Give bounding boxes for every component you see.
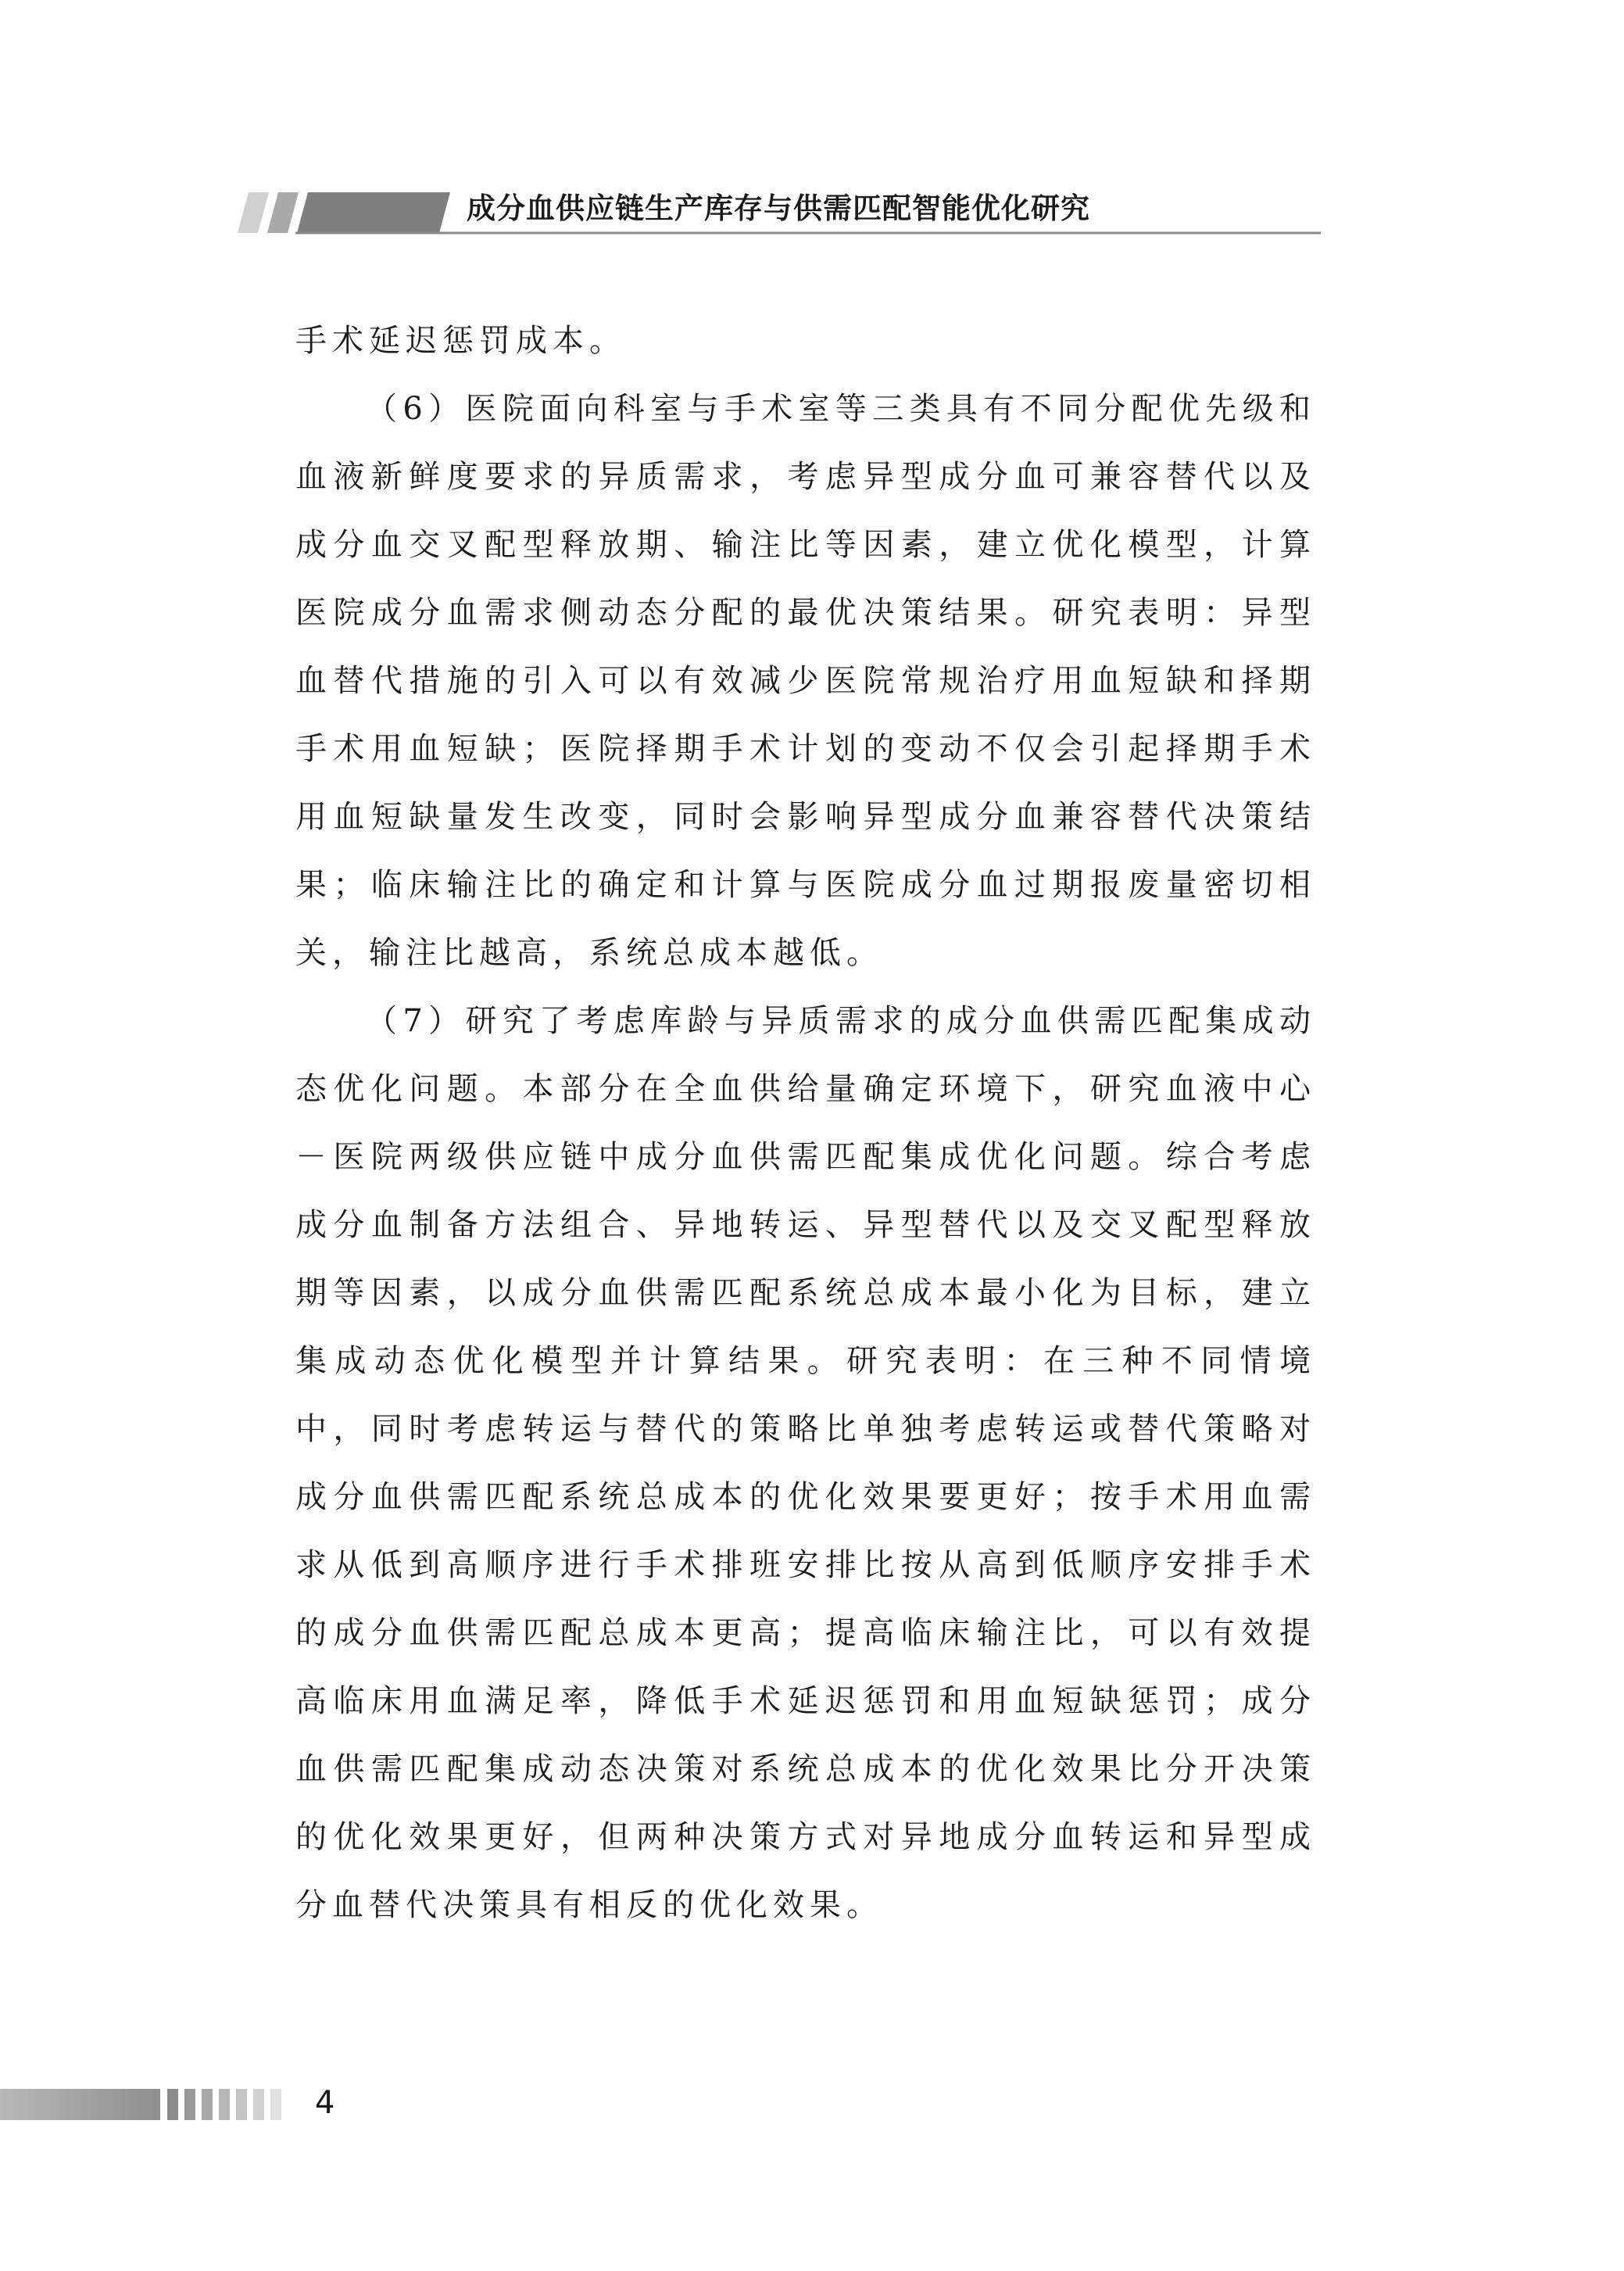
header-stripe-1 xyxy=(238,192,269,233)
folio-block xyxy=(270,2089,281,2120)
folio-block xyxy=(184,2089,195,2120)
folio-block xyxy=(236,2089,247,2120)
folio-block xyxy=(253,2089,264,2120)
paragraph-item-7: （7）研究了考虑库龄与异质需求的成分血供需匹配集成动态优化问题。本部分在全血供给量确定环境下，研究血液中心－医院两级供应链中成分血供需匹配集成优化问题。综合考虑成分血制备方法组合、异地转运、异型替代以及交叉配型释放期等因素，以成分血供需匹配系统总成本最小化为目标，建立集成动态优化模型并计算结果。研究表明：在三种不同情境中，同时考虑转运与替代的策略比单独考虑转运或替代策略对成分血供需匹配系统总成本的优化效果要更好；按手术用血需求从低到高顺序进行手术排班安排比按从高到低顺序安排手术的成分血供需匹配总成本更高；提高临床输注比，可以有效提高临床用血满足率，降低手术延迟惩罚和用血短缺惩罚；成分血供需匹配集成动态决策对系统总成本的优化效果比分开决策的优化效果更好，但两种决策方式对异地成分血转运和异型成分血替代决策具有相反的优化效果。 xyxy=(295,1003,1316,1923)
paragraph-continuation: 手术延迟惩罚成本。 xyxy=(295,323,626,359)
header-stripe-bar xyxy=(297,192,450,233)
folio-block xyxy=(219,2089,230,2120)
running-title: 成分血供应链生产库存与供需匹配智能优化研究 xyxy=(467,192,1090,225)
body-text xyxy=(295,307,1316,1940)
folio-block xyxy=(167,2089,178,2120)
page-number: 4 xyxy=(315,2085,335,2121)
folio-block xyxy=(202,2089,213,2120)
page-footer xyxy=(0,2081,1624,2128)
folio-bar-decoration xyxy=(0,2089,160,2120)
header-stripe-2 xyxy=(267,192,299,233)
paragraph-item-6: （6）医院面向科室与手术室等三类具有不同分配优先级和血液新鲜度要求的异质需求，考虑异型成分血可兼容替代以及成分血交叉配型释放期、输注比等因素，建立优化模型，计算医院成分血需求侧动态分配的最优决策结果。研究表明：异型血替代措施的引入可以有效减少医院常规治疗用血短缺和择期手术用血短缺；医院择期手术计划的变动不仅会引起择期手术用血短缺量发生改变，同时会影响异型成分血兼容替代决策结果；临床输注比的确定和计算与医院成分血过期报废量密切相关，输注比越高，系统总成本越低。 xyxy=(295,391,1316,971)
running-header xyxy=(0,0,1624,258)
